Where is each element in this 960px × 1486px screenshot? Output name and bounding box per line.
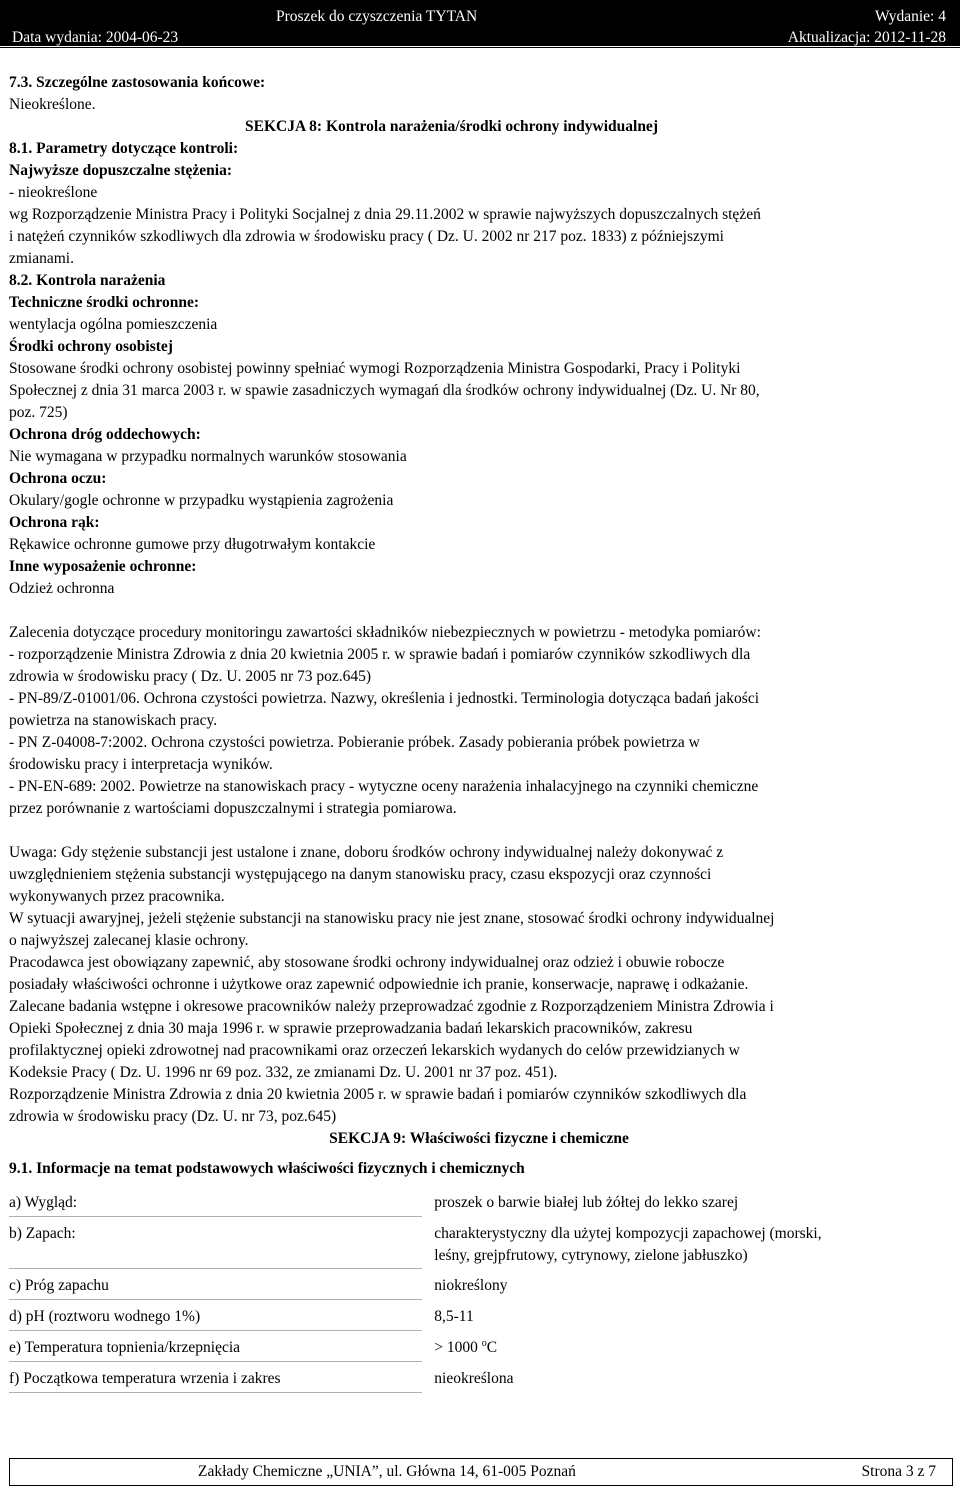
monitoring-line: zdrowia w środowisku pracy ( Dz. U. 2005 nr 73 poz.645)	[9, 668, 372, 685]
note-line: Zalecane badania wstępne i okresowe pracowników należy przeprowadzać zgodnie z Rozporządzeniem Ministra Zdrowia i	[9, 998, 774, 1015]
property-row	[9, 1217, 949, 1269]
hand-protection-text: Rękawice ochronne gumowe przy długotrwałym kontakcie	[9, 536, 376, 553]
monitoring-line: - PN-EN-689: 2002. Powietrze na stanowiskach pracy - wytyczne oceny narażenia inhalacyjnego na czynniki chemiczne	[9, 778, 759, 795]
property-value-text: proszek o barwie białej lub żółtej do lekko szarej	[434, 1194, 739, 1211]
property-value-text: nieokreślona	[434, 1369, 514, 1387]
property-label: b) Zapach:	[9, 1217, 422, 1269]
property-value-text: niokreślony	[434, 1276, 508, 1294]
note-line: Pracodawca jest obowiązany zapewnić, aby stosowane środki ochrony indywidualnej oraz odzież i obuwie robocze	[9, 954, 725, 971]
property-value	[422, 1331, 949, 1362]
spacer	[9, 600, 949, 622]
section-7-3-text: Nieokreślone.	[9, 96, 96, 113]
note-line: uwzględnieniem stężenia substancji występującego na danym stanowisku pracy, czasu ekspozycji oraz czynności	[9, 866, 712, 883]
property-label: f) Początkowa temperatura wrzenia i zakres	[9, 1362, 422, 1393]
monitoring-line: Zalecenia dotyczące procedury monitoringu zawartości składników niebezpiecznych w powietrzu - metodyka pomiarów:	[9, 624, 761, 641]
technical-measures-text: wentylacja ogólna pomieszczenia	[9, 316, 218, 333]
ppe-line: Stosowane środki ochrony osobistej powinny spełniać wymogi Rozporządzenia Ministra Gospodarki, Pracy i Polityki	[9, 360, 741, 377]
property-value	[422, 1362, 949, 1393]
monitoring-line: powietrza na stanowiskach pracy.	[9, 712, 218, 729]
eye-protection-title: Ochrona oczu:	[9, 470, 107, 487]
property-label: a) Wygląd:	[9, 1186, 422, 1217]
note-line: Rozporządzenie Ministra Zdrowia z dnia 20 kwietnia 2005 r. w sprawie badań i pomiarów czynników szkodliwych dla	[9, 1086, 747, 1103]
property-row	[9, 1300, 949, 1331]
monitoring-line: - PN Z-04008-7:2002. Ochrona czystości powietrza. Pobieranie próbek. Zasady pobierania próbek powietrza w	[9, 734, 700, 751]
company-address: Zakłady Chemiczne „UNIA”, ul. Główna 14, 61-005 Poznań	[198, 1463, 576, 1480]
note-line: Uwaga: Gdy stężenie substancji jest ustalone i znane, doboru środków ochrony indywidualnej należy dokonywać z	[9, 844, 724, 861]
property-value-text	[422, 1337, 949, 1359]
properties-table	[9, 1186, 949, 1393]
monitoring-line: - rozporządzenie Ministra Zdrowia z dnia 20 kwietnia 2005 r. w sprawie badań i pomiarów czynników szkodliwych dla	[9, 646, 751, 663]
property-value	[422, 1217, 949, 1269]
degree-symbol: o	[481, 1337, 487, 1349]
section-9-heading: SEKCJA 9: Właściwości fizyczne i chemiczne	[329, 1130, 629, 1147]
section-8-2-title: 8.2. Kontrola narażenia	[9, 272, 166, 289]
other-equipment-title: Inne wyposażenie ochronne:	[9, 558, 197, 575]
note-line: posiadały właściwości ochronne i użytkowe oraz zapewnić odpowiednie ich pranie, konserwacje, naprawę i odkażanie.	[9, 976, 749, 993]
property-value-text: leśny, grejpfrutowy, cytrynowy, zielone jabłuszko)	[434, 1246, 748, 1264]
hand-protection-title: Ochrona rąk:	[9, 514, 100, 531]
nds-text: - nieokreślone	[9, 184, 98, 201]
note-line: Kodeksie Pracy ( Dz. U. 1996 nr 69 poz. 332, ze zmianami Dz. U. 2001 nr 37 poz. 451).	[9, 1064, 558, 1081]
monitoring-paragraph	[9, 622, 949, 820]
property-label: e) Temperatura topnienia/krzepnięcia	[9, 1331, 422, 1362]
regulation-line: zmianami.	[9, 250, 74, 267]
property-row	[9, 1269, 949, 1300]
temperature-unit: C	[486, 1338, 498, 1356]
page-number: Strona 3 z 7	[861, 1463, 936, 1480]
note-line: zdrowia w środowisku pracy (Dz. U. nr 73, poz.645)	[9, 1108, 337, 1125]
section-8-1-title: 8.1. Parametry dotyczące kontroli:	[9, 140, 239, 157]
property-row	[9, 1362, 949, 1393]
section-7-3-title: 7.3. Szczególne zastosowania końcowe:	[9, 74, 266, 91]
note-line: wykonywanych przez pracownika.	[9, 888, 225, 905]
header-rule	[0, 47, 960, 48]
property-value	[422, 1300, 949, 1331]
section-8-heading: SEKCJA 8: Kontrola narażenia/środki ochrony indywidualnej	[245, 118, 658, 135]
ppe-line: Społecznej z dnia 31 marca 2003 r. w spawie zasadniczych wymagań dla środków ochrony indywidualnej (Dz. U. Nr 80,	[9, 382, 760, 399]
nds-title: Najwyższe dopuszczalne stężenia:	[9, 162, 232, 179]
property-value	[422, 1186, 949, 1217]
property-row	[9, 1186, 949, 1217]
spacer	[9, 820, 949, 842]
respiratory-protection-title: Ochrona dróg oddechowych:	[9, 426, 201, 443]
monitoring-line: środowisku pracy i interpretacja wyników.	[9, 756, 273, 773]
update-date: Aktualizacja: 2012-11-28	[787, 29, 946, 46]
other-equipment-text: Odzież ochronna	[9, 580, 115, 597]
property-value	[422, 1269, 949, 1300]
property-value-text: charakterystyczny dla użytej kompozycji zapachowej (morski,	[434, 1224, 822, 1242]
edition-number: Wydanie: 4	[875, 8, 946, 25]
document-body	[9, 72, 949, 1393]
ppe-title: Środki ochrony osobistej	[9, 338, 173, 355]
document-footer	[9, 1458, 953, 1486]
respiratory-protection-text: Nie wymagana w przypadku normalnych warunków stosowania	[9, 448, 407, 465]
eye-protection-text: Okulary/gogle ochronne w przypadku wystąpienia zagrożenia	[9, 492, 394, 509]
technical-measures-title: Techniczne środki ochronne:	[9, 294, 200, 311]
notes-paragraph	[9, 842, 949, 1128]
property-value-text: 8,5-11	[434, 1307, 474, 1325]
note-line: Opieki Społecznej z dnia 30 maja 1996 r. w sprawie przeprowadzania badań lekarskich pracowników, zakresu	[9, 1020, 693, 1037]
regulation-line: wg Rozporządzenie Ministra Pracy i Polityki Socjalnej z dnia 29.11.2002 w sprawie najwyższych dopuszczalnych stężeń	[9, 206, 761, 223]
document-header	[0, 0, 960, 48]
product-name: Proszek do czyszczenia TYTAN	[276, 8, 478, 25]
note-line: profilaktycznej opieki zdrowotnej nad pracownikami oraz orzeczeń lekarskich wydanych do celów przewidzianych w	[9, 1042, 740, 1059]
monitoring-line: - PN-89/Z-01001/06. Ochrona czystości powietrza. Nazwy, określenia i jednostki. Terminologia dotycząca badań jakości	[9, 690, 760, 707]
property-label: c) Próg zapachu	[9, 1269, 422, 1300]
monitoring-line: przez porównanie z wartościami dopuszczalnymi i strategia pomiarowa.	[9, 800, 457, 817]
ppe-line: poz. 725)	[9, 404, 68, 421]
section-9-1-title: 9.1. Informacje na temat podstawowych właściwości fizycznych i chemicznych	[9, 1160, 525, 1177]
issue-date: Data wydania: 2004-06-23	[12, 29, 179, 46]
property-row	[9, 1331, 949, 1362]
melting-value: > 1000	[434, 1338, 482, 1356]
regulation-line: i natężeń czynników szkodliwych dla zdrowia w środowisku pracy ( Dz. U. 2002 nr 217 poz. 1833) z późniejszymi	[9, 228, 724, 245]
note-line: o najwyższej zalecanej klasie ochrony.	[9, 932, 249, 949]
note-line: W sytuacji awaryjnej, jeżeli stężenie substancji na stanowisku pracy nie jest znane, stosować środki ochrony indywidualnej	[9, 910, 775, 927]
property-label: d) pH (roztworu wodnego 1%)	[9, 1300, 422, 1331]
